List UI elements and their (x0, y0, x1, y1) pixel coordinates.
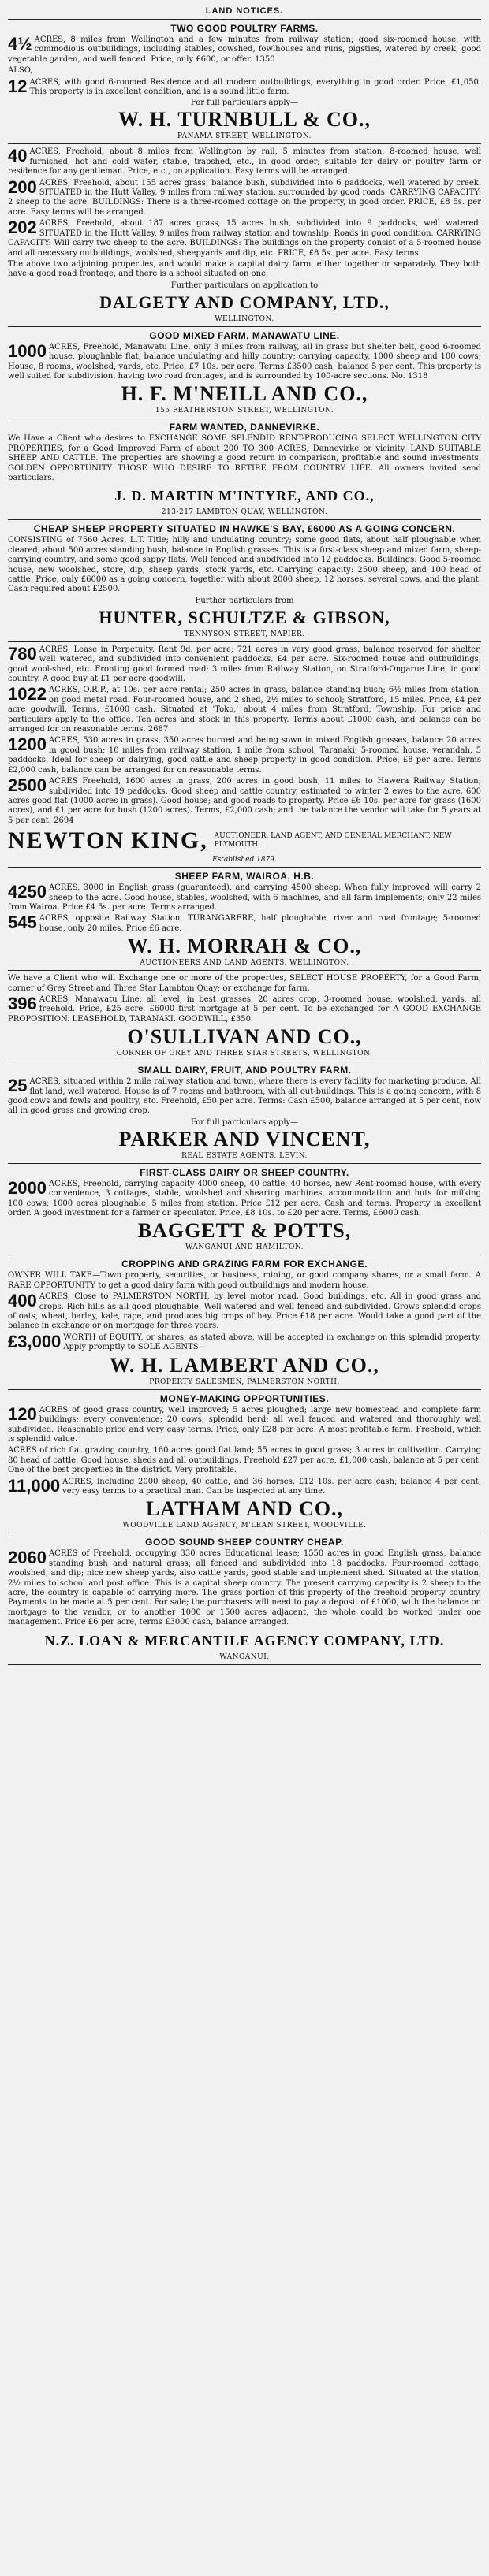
ad-text: We have a Client who will Exchange one or more of the properties, SELECT HOUSE PROPERTY, for a Good Farm, corner of Grey Street and Three Star Lambton Quay; or exchange for farm. (8, 974, 481, 993)
agent-firm-name: W. H. MORRAH & CO., (127, 935, 362, 958)
ad-section (8, 974, 481, 1061)
ad-paragraph (8, 736, 481, 775)
acreage-number: 120 (8, 1403, 37, 1424)
ad-paragraph (8, 260, 481, 280)
ad-text: The above two adjoining properties, and would make a capital dairy farm, either together or separately. They both have a good road frontage, and there is a school situated on one. (8, 259, 481, 279)
ad-paragraph (8, 645, 481, 685)
ad-paragraph (8, 78, 481, 98)
ad-text: ACRES, Close to PALMERSTON NORTH, by level motor road. Good buildings, etc. All in good grass and crops. Rich hills as all good ploughable. Well watered and well fenced and subdivided. Grows splendid crops of oats, wheat, barley, kale, rape, and produces big crops of hay. Price £18 per acre. Would take a good part of the balance in exchange or on mortgage for three years. (8, 1292, 481, 1331)
section-heading: SMALL DAIRY, FRUIT, AND POULTRY FARM. (137, 1065, 352, 1076)
contact-line: For full particulars apply— (190, 99, 299, 108)
section-heading: MONEY-MAKING OPPORTUNITIES. (159, 1392, 330, 1404)
ad-paragraph (8, 219, 481, 258)
agent-firm-name: W. H. LAMBERT AND CO., (110, 1353, 379, 1377)
acreage-number: 11,000 (8, 1475, 61, 1496)
agent-address: REAL ESTATE AGENTS, LEVIN. (181, 1151, 308, 1160)
section-heading: GOOD SOUND SHEEP COUNTRY CHEAP. (145, 1537, 344, 1548)
agent-firm-name: HUNTER, SCHULTZE & GIBSON, (99, 607, 390, 627)
divider (8, 1664, 481, 1665)
agent-firm-name: W. H. TURNBULL & CO., (118, 108, 371, 132)
ad-text: ACRES, 530 acres in grass, 350 acres burned and being sown in mixed English grasses, balance 20 acres in good bush; 10 miles from railway station, 1 mile from school, Taranaki; 5-roomed house, verandah, 5 paddocks. Ideal for sheep or dairying, good cattle and sheep property in good condition. Price, £8 per acre. Terms £2,000 cash, balance can be arranged for on reasonable terms. (8, 736, 481, 775)
ad-paragraph (8, 777, 481, 826)
agent-address: CORNER OF GREY AND THREE STAR STREETS, WELLINGTON. (116, 1050, 373, 1058)
agent-firm-name: PARKER AND VINCENT, (118, 1127, 371, 1150)
ad-text: ALSO, (8, 66, 33, 76)
ad-section (8, 1065, 481, 1164)
contact-line: Further particulars on application to (170, 281, 319, 290)
agent-address: WANGANUI. (219, 1652, 270, 1661)
ad-text: ACRES, Freehold, carrying capacity 4000 sheep, 40 cattle, 40 horses, new Rent-roomed house, with every convenience, 3 cottages, stable, woolshed and shearing machines, accommodation and huts for milking 100 cows; 1000 acres ploughable, 5 miles from station. Price £12 per acre. Cash and terms. Property in excellent order. A good investment for a farmer or speculator. Price, £8 10s. to £20 per acre. Terms, £6000 cash. (8, 1179, 481, 1218)
agent-address: AUCTIONEERS AND LAND AGENTS, WELLINGTON. (140, 959, 349, 968)
divider (8, 326, 481, 327)
ad-paragraph (8, 1475, 481, 1497)
agent-firm-name: BAGGETT & POTTS, (137, 1219, 352, 1243)
page-header: LAND NOTICES. (205, 6, 284, 16)
ad-text: ACRES, Freehold, about 187 acres grass, 15 acres bush, subdivided into 9 paddocks, well watered. SITUATED in the Hutt Valley, 9 miles from railway station and township. Roads in good condition. CARRYING CAPACITY: Will carry two sheep to the acre. BUILDINGS: The buildings on the property consist of a 5-roomed house and all necessary outbuildings, woolshed, sheepyards and dip, etc. PRICE, £8 5s. per acre. Easy terms. (8, 219, 481, 258)
ad-section (8, 1393, 481, 1534)
agent-address: WOODVILLE LAND AGENCY, M'LEAN STREET, WOODVILLE. (122, 1522, 367, 1530)
ad-paragraph (8, 147, 481, 177)
acreage-number: 2060 (8, 1548, 47, 1568)
newspaper-page (8, 0, 481, 1665)
acreage-number: 1200 (8, 734, 47, 755)
agent-address: WANGANUI AND HAMILTON. (185, 1243, 304, 1252)
divider (8, 19, 481, 20)
acreage-number: 2000 (8, 1177, 47, 1198)
ad-paragraph (8, 66, 481, 76)
divider (8, 970, 481, 971)
ad-text: ACRES, including 2000 sheep, 40 cattle, and 36 horses. £12 10s. per acre cash; balance 4 per cent, very easy terms to a practical man. Can be inspected at any time. (62, 1477, 481, 1496)
acreage-number: 25 (8, 1076, 28, 1096)
ad-paragraph (8, 1333, 481, 1353)
contact-line: For full particulars apply— (190, 1117, 299, 1127)
newton-king-tag: AUCTIONEER, LAND AGENT, AND GENERAL MERCHANT, NEW PLYMOUTH. (214, 832, 452, 849)
section-heading: FIRST-CLASS DAIRY OR SHEEP COUNTRY. (140, 1166, 349, 1178)
contact-line: Further particulars from (195, 596, 294, 605)
ad-paragraph (8, 883, 481, 913)
ad-paragraph (8, 1549, 481, 1627)
ad-paragraph (8, 434, 481, 483)
ad-text: ACRES, situated within 2 mile railway station and town, where there is every facility for marketing produce. All flat land, well watered. House is of 7 rooms and bathroom, with all out-buildings. This is a going concern, with 8 good cows and fowls and poultry, etc. Freehold, £50 per acre. Terms: Cash £500, balance arranged at 5 per cent, now all in good grass and growing crop. (8, 1077, 481, 1116)
ad-paragraph (8, 1271, 481, 1291)
ad-text: ACRES, 8 miles from Wellington and a few minutes from railway station; good six-roomed house, with commodious outbuildings, including stables, cowshed, fowlhouses and runs, pigsties, watered by creek, good vegetable garden, and well fenced. Price, only £600, or offer. 1350 (8, 35, 481, 64)
ad-paragraph (8, 179, 481, 218)
ad-text: ACRES, O.R.P., at 10s. per acre rental; 250 acres in grass, balance standing bush; 6½ miles from station, on good metal road. Four-roomed house, and 2 shed, 2½ miles to school; Stratford, 15 miles. Price, £4 per acre goodwill. Terms, £1000 cash. Situated at 'Toko,' about 4 miles from Stratford, Township. For price and particulars apply to the office. Ten acres and stock in this property. Terms about £1000 cash, and balance can be arranged for on reasonable terms. 2687 (8, 686, 481, 734)
ad-paragraph (8, 1292, 481, 1332)
section-heading: GOOD MIXED FARM, MANAWATU LINE. (149, 329, 340, 341)
agent-firm-name: H. F. M'NEILL AND CO., (121, 382, 368, 406)
agent-address: PROPERTY SALESMEN, PALMERSTON NORTH. (149, 1377, 340, 1386)
ad-section (8, 523, 481, 641)
ad-section (8, 1537, 481, 1664)
ad-section (8, 23, 481, 144)
section-heading: FARM WANTED, DANNEVIRKE. (169, 422, 320, 433)
acreage-number: 1022 (8, 684, 47, 704)
ad-paragraph (8, 1077, 481, 1117)
ad-section (8, 645, 481, 868)
ad-text: ACRES, Manawatu Line, all level, in best grasses, 20 acres crop, 3-roomed house, woolshed, yards, all freehold. Price, £25 acre. £6000 first mortgage at 5 per cent. To be exchanged for A GOOD EXCHANGE PROPOSITION. LEASEHOLD, TARANAKI. GOODWILL, £350. (8, 994, 481, 1024)
acreage-number: 396 (8, 993, 37, 1013)
divider (8, 519, 481, 520)
newton-king-name-right: KING, (131, 827, 208, 854)
ad-text: ACRES, Lease in Perpetuity. Rent 9d. per acre; 721 acres in very good grass, balance reserved for shelter, well watered, and subdivided into convenient paddocks. £4 per acre. Six-roomed house and outbuildings, good wool-shed, etc. Fronting good formed road; 3 miles from Railway Station, on Stratford-Ongarue Line, in good country. A good buy at £1 per acre goodwill. (8, 645, 481, 684)
divider (8, 641, 481, 642)
acreage-number: 12 (8, 76, 28, 96)
ad-section (8, 1258, 481, 1389)
ad-paragraph (8, 1403, 481, 1445)
ad-paragraph (8, 914, 481, 934)
ad-text: ACRES of rich flat grazing country, 160 acres good flat land; 55 acres in good grass; 3 acres in cultivation. Carrying 80 head of cattle. Good house, sheds and all outbuildings. Freehold £27 per acre, £1,000 cash, balance at 5 per cent. One of the best properties in the district. Very profitable. (8, 1446, 481, 1475)
ad-text: ACRES, opposite Railway Station, TURANGARERE, half ploughable, river and road frontage; 5-roomed house, only 20 miles. Price £6 acre. (39, 914, 481, 933)
ad-paragraph (8, 536, 481, 594)
ad-text: ACRES of good grass country, well improved; 5 acres ploughed; large new homestead and complete farm buildings; every convenience; 20 cows, splendid herd; all well fenced and watered and thoroughly well subdivided. Reasonable price and very easy terms. Price, only £28 per acre. A most profitable farm. Freehold, which is splendid value. (8, 1405, 481, 1444)
ad-paragraph (8, 974, 481, 994)
acreage-number: 1000 (8, 340, 47, 361)
ad-text: We Have a Client who desires to EXCHANGE SOME SPLENDID RENT-PRODUCING SELECT WELLINGTON CITY PROPERTIES, for a Good Improved Farm of about 200 TO 300 ACRES, Dannevirke or vicinity. LAND SUITABLE SHEEP AND CATTLE. The properties are showing a good return in comparison, profitable and sound investments. GOLDEN OPPORTUNITY THOSE WHO DESIRE TO RETIRE FROM COUNTRY LIFE. All owners invited send particulars. (8, 434, 481, 482)
ad-paragraph (8, 1446, 481, 1475)
section-heading: CROPPING AND GRAZING FARM FOR EXCHANGE. (121, 1258, 368, 1270)
section-heading: TWO GOOD POULTRY FARMS. (170, 23, 319, 34)
ad-section (8, 422, 481, 520)
ad-text: ACRES of Freehold, occupying 330 acres Educational lease; 1550 acres in good English grass, balance standing bush and natural grass; all fenced and subdivided into 18 paddocks. Four-roomed cottage, woolshed, and dip; nice new sheep yards, also cattle yards, good stable and implement shed. Situated at the station, 2½ miles to school and post office. This is a capital sheep country. The present carrying capacity is 2 sheep to the acre, the country is capable of carrying more. The grass portion of this property of the freehold property country. Payments to be made at 5 per cent. For sale; the purchasers will need to pay a deposit of £1000, with the balance on mortgage to the vendor, or to another 1000 or 1500 acres adjacent, the whole could be worked under one management. Price £6 per acre, terms £3000 cash, balance arranged. (8, 1549, 481, 1627)
ad-text: ACRES, Freehold, about 155 acres grass, balance bush, subdivided into 6 paddocks, well watered by creek. SITUATED in the Hutt Valley, 9 miles from railway station, surrounded by good roads. CARRYING CAPACITY: 2 sheep to the acre. BUILDINGS: There is a three-roomed cottage on the property, in good order. PRICE, £8 5s. per acre. Easy terms will be arranged. (8, 178, 481, 217)
ad-text: ACRES Freehold, 1600 acres in grass, 200 acres in good bush, 11 miles to Hawera Railway Station; subdivided into 19 paddocks. Good sheep and cattle country, estimated to winter 2 ewes to the acre. 600 acres good flat (1000 acres in grass). Good house; and good roads to property. Price £6 10s. per acre for grass (1600 acres), and £1 per acre for bush (1200 acres). Terms, £2,000 cash; and the balance the vendor will take for 5 years at 5 per cent. 2694 (8, 777, 481, 825)
agent-address: PANAMA STREET, WELLINGTON. (177, 132, 312, 141)
acreage-number: £3,000 (8, 1331, 62, 1351)
acreage-number: 2500 (8, 775, 47, 796)
ad-text: ACRES, with good 6-roomed Residence and all modern outbuildings, everything in good order. Price, £1,050. This property is in excellent condition, and is a sound little farm. (29, 77, 481, 97)
newton-king-established: Established 1879. (212, 856, 277, 864)
ad-text: CONSISTING of 7560 Acres, L.T. Title; hilly and undulating country; some good flats, about half ploughable when cleared; about 500 acres standing bush, balance in English grasses. This is a first-class sheep and mixed farm, sheep-carrying country, and some good sappy flats. Well fenced and subdivided into 12 paddocks. Buildings: Good 5-roomed house, new woolshed, store, dip, sheep yards, stock yards, etc. Carrying capacity: 2500 sheep, and 100 head of cattle. Price, only £6000 as a going concern, together with about 2000 sheep, 12 horses, several cows, and the plant. Cash required about £2500. (8, 536, 481, 594)
ad-paragraph (8, 340, 481, 382)
ad-text: OWNER WILL TAKE—Town property, securities, or business, mining, or good company shares, or a small farm. A RARE OPPORTUNITY to get a good dairy farm with good outbuildings and modern house. (8, 1271, 481, 1290)
ad-paragraph (8, 686, 481, 734)
acreage-number: 200 (8, 177, 37, 197)
acreage-number: 400 (8, 1291, 37, 1311)
ad-section (8, 1167, 481, 1256)
agent-address: TENNYSON STREET, NAPIER. (184, 630, 305, 638)
ad-text: ACRES, Freehold, Manawatu Line, only 3 miles from railway, all in grass but shelter belt, good 6-roomed house, ploughable flat, balance undulating and hilly country; carrying capacity, 1000 sheep and 100 cows; House, 8 rooms, woolshed, yards, etc. Price, £7 10s. per acre. Terms £3500 cash, balance 5 per cent. This property is well suited for subdivision, having two road frontages, and is surrounded by 100-acre sections. No. 1318 (8, 342, 481, 381)
acreage-number: 40 (8, 146, 28, 166)
divider (8, 867, 481, 868)
ad-paragraph (8, 35, 481, 65)
acreage-number: 202 (8, 217, 37, 238)
acreage-number: 4½ (8, 34, 32, 54)
agent-address: 155 FEATHERSTON STREET, WELLINGTON. (155, 407, 334, 415)
ad-text: ACRES, Freehold, about 8 miles from Wellington by rail, 5 minutes from station; 8-roomed house, well furnished, hot and cold water, stable, trapshed, etc., in good order; suitable for dairy or poultry farm or residence for any gentleman. Price, etc., on application. Easy terms will be arranged. (8, 147, 481, 177)
divider (8, 1389, 481, 1390)
agent-firm-name: J. D. MARTIN M'INTYRE, AND CO., (114, 488, 375, 504)
ad-text: ACRES, 3000 in English grass (guaranteed), and carrying 4500 sheep. When fully improved will carry 2 sheep to the acre. Good house, stables, woolshed, with 6 machines, and all farm implements; only 22 miles from Wairoa. Price £4 5s. per acre. Terms arranged. (8, 883, 481, 912)
ads-column (8, 23, 481, 1665)
ad-text: WORTH of EQUITY, or shares, as stated above, will be accepted in exchange on this splendid property. Apply promptly to SOLE AGENTS— (63, 1333, 481, 1352)
agent-firm-name: O'SULLIVAN AND CO., (127, 1025, 362, 1049)
newton-king-block (8, 827, 481, 854)
ad-section (8, 871, 481, 971)
ad-paragraph (8, 995, 481, 1024)
section-heading: SHEEP FARM, WAIROA, H.B. (174, 871, 315, 883)
section-heading: CHEAP SHEEP PROPERTY SITUATED IN HAWKE'S BAY, £6000 AS A GOING CONCERN. (33, 523, 456, 535)
divider (8, 1163, 481, 1164)
agent-firm-name: DALGETY AND COMPANY, LTD., (99, 292, 390, 312)
agent-firm-name: LATHAM AND CO., (146, 1497, 343, 1521)
ad-section (8, 147, 481, 326)
acreage-number: 4250 (8, 882, 47, 902)
agent-address: WELLINGTON. (215, 314, 274, 323)
ad-paragraph (8, 1177, 481, 1219)
acreage-number: 780 (8, 643, 37, 664)
divider (8, 143, 481, 144)
agent-address: 213-217 LAMBTON QUAY, WELLINGTON. (161, 508, 328, 517)
acreage-number: 545 (8, 913, 37, 933)
agent-firm-name: N.Z. LOAN & MERCANTILE AGENCY COMPANY, LTD. (44, 1632, 445, 1649)
newton-king-name-left: NEWTON (8, 827, 125, 854)
ad-section (8, 330, 481, 419)
